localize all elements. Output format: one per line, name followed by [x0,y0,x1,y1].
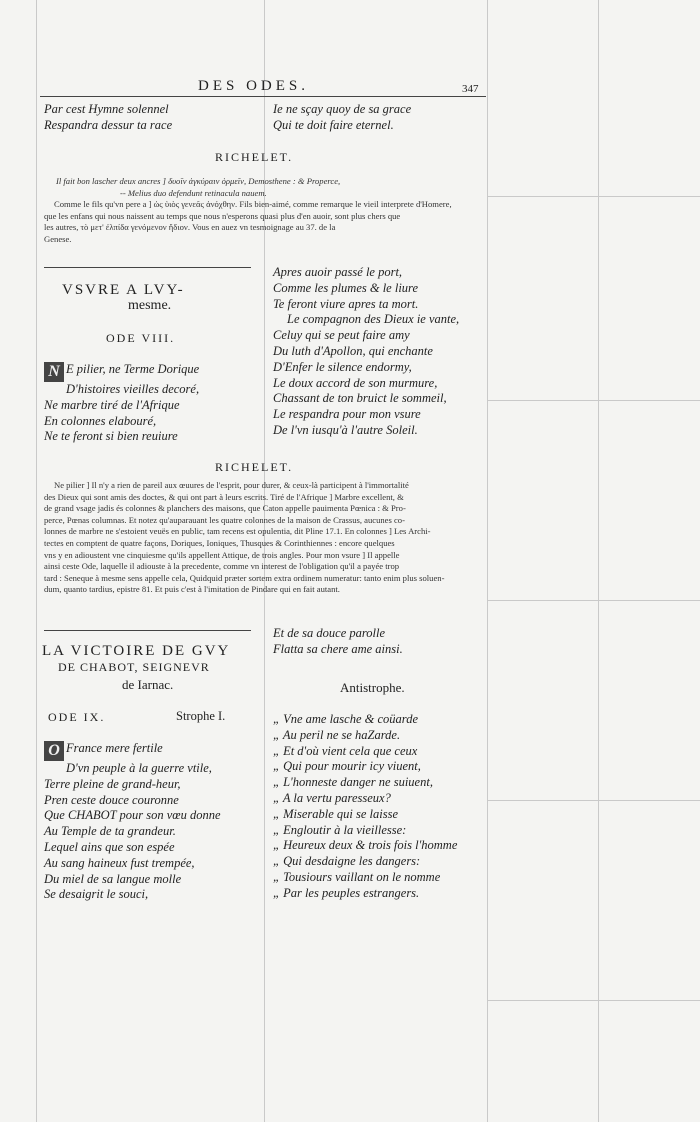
verse-line: En colonnes elabouré, [44,413,157,428]
verse-line: „ Engloutir à la vieillesse: [273,822,407,837]
grid-line [487,800,700,801]
commentary-line: lonnes de marbre ne s'estoient veuës en public, tam recens est opulentia, dit Pline 17.1. En colonnes ] Les Archi- [44,526,431,537]
section-rule [44,630,251,631]
ode-title: mesme. [128,298,172,313]
verse-line: „ Vne ame lasche & coüarde [273,712,418,726]
verse-line: Flatta sa chere ame ainsi. [273,641,403,656]
verse-line: Te feront viure apres ta mort. [273,296,419,311]
verse-line: „ Qui pour mourir icy viuent, [273,759,421,774]
verse-line: Chassant de ton bruict le sommeil, [273,391,447,406]
verse-line: Que CHABOT pour son vœu donne [44,808,221,823]
verse-line: Ne marbre tiré de l'Afrique [44,397,180,412]
verse-line: „ Miserable qui se laisse [273,806,398,821]
grid-line [598,0,599,1122]
verse-line: Le compagnon des Dieux ie vante, [287,312,460,327]
dropcap: N [44,362,64,382]
commentary-line: perce, Pœnas columnas. Et notez qu'auparauant les quatre colonnes de la maison de Crassus, aucunes co- [44,514,405,525]
grid-line [487,196,700,197]
verse-line: Terre pleine de grand-heur, [44,776,181,791]
commentary-line: -- Melius duo defendunt retinacula nauem. [120,187,267,198]
strophe-label: Strophe I. [176,709,226,723]
verse-line: Se desaigrit le souci, [44,887,149,902]
commentary-line: Genese. [44,233,72,244]
grid-line [487,0,488,1122]
verse-line: D'histoires vieilles decoré, [66,382,200,396]
verse-line: Le doux accord de son murmure, [273,375,438,390]
commentary-line: des Dieux qui sont amis des doctes, & qui ont part à leurs escrits. Tiré de l'Afrique ] Marbre excellent, & [44,491,404,502]
verse-line [44,741,221,761]
dropcap: O [44,741,64,761]
commentary-line: Il fait bon lascher deux ancres ] δυοῖν ἀγκύραιν ὁρμεῖν, Demosthene : & Properce, [56,176,341,186]
verse-line: „ Et d'où vient cela que ceux [273,743,418,758]
verse-line: Du miel de sa langue molle [44,871,182,886]
verse-line [44,362,199,382]
commentary-block [56,176,340,199]
ode9-right-intro [273,626,403,658]
commentary-heading: RICHELET. [215,150,294,164]
header-rule [40,96,486,97]
ode8-right-verse [273,265,459,439]
commentary-heading: RICHELET. [215,460,294,474]
verse-line: Comme les plumes & le liure [273,280,419,295]
section-rule [44,267,251,268]
antistrophe-label: Antistrophe. [340,680,405,695]
ode9-right-verse [273,712,457,902]
verse-line: D'vn peuple à la guerre vtile, [66,761,212,775]
grid-line [487,400,700,401]
verse-line: „ Heureux deux & trois fois l'homme [273,838,458,853]
verse-line: Lequel ains que son espée [44,839,175,854]
verse-line: Pren ceste douce couronne [44,792,179,807]
commentary-line: vns y en adioustent vne cinquiesme qu'ils appellent Attique, de trois angles. Pour mon vsure ] Il appelle [44,549,400,560]
ode9-left-verse [44,741,221,903]
verse-line: Et de sa douce parolle [273,626,386,640]
verse-line: Du luth d'Apollon, qui enchante [273,343,433,358]
ode8-left-verse [44,362,199,445]
verse-line: „ Tousiours vaillant on le nomme [273,869,441,884]
commentary-line: tectes en comptent de quatre façons, Doriques, Ioniques, Thusques & Corinthiennes : encore quelques [44,537,395,548]
grid-line [487,600,700,601]
grid-line [487,1000,700,1001]
verse-line: „ Qui desdaigne les dangers: [273,854,421,869]
verse-text: France mere fertile [66,741,163,755]
verse-line: Respandra dessur ta race [44,117,173,132]
verse-line: De l'vn iusqu'à l'autre Soleil. [273,422,418,437]
verse-line: Au Temple de ta grandeur. [44,824,176,839]
verse-line: Qui te doit faire eternel. [273,117,394,132]
ode-title: LA VICTOIRE DE GVY [42,643,231,659]
commentary-line: tard : Seneque à mesme sens appelle cela, Quidquid præter sortem extra ordinem numeratur: tanto enim plus soluen- [44,572,445,583]
commentary-line: que les enfans qui nous naissent au temps que nous n'esperons quasi plus d'en auoir, sont plus chers que [44,210,401,221]
verse-text: E pilier, ne Terme Dorique [66,362,200,376]
ode-title: VSVRE A LVY- [62,282,185,298]
ode-title: DE CHABOT, SEIGNEVR [58,660,210,674]
verse-line: Au sang haineux fust trempée, [44,855,195,870]
grid-line [36,0,37,1122]
verse-line: Ie ne sçay quoy de sa grace [273,102,412,116]
ode-label: ODE IX. [48,710,106,724]
commentary-line: ainsi ceste Ode, laquelle il adiouste à la precedente, comme vn interest de l'obligation qu'il a payée trop [44,561,400,572]
top-verse-left [44,102,172,134]
ode-label: ODE VIII. [106,331,176,345]
top-verse-right [273,102,411,134]
ode-title: de Iarnac. [122,677,174,692]
commentary-block [44,480,486,596]
verse-line: Le respandra pour mon vsure [273,407,421,422]
verse-line: Celuy qui se peut faire amy [273,328,410,343]
verse-line: „ Au peril ne se haZarde. [273,727,401,742]
commentary-line: Ne pilier ] Il n'y a rien de pareil aux œuures de l'esprit, pour durer, & ceux-là participent à l'immortalité [54,480,409,490]
page-number: 347 [462,83,479,95]
verse-line: Par cest Hymne solennel [44,102,169,116]
verse-line: „ A la vertu paresseux? [273,790,391,805]
commentary-line: les autres, τὸ μετ' ἐλπίδα γενόμενον ἥδιον. Vous en auez vn tesmoignage au 37. de la [44,222,336,233]
verse-line: Ne te feront si bien reuiure [44,429,178,444]
commentary-line: dum, quanto tardius, epistre 81. Et puis c'est à l'imitation de Pindare qui en fait autant. [44,584,340,595]
verse-line: „ L'honneste danger ne suiuent, [273,775,433,790]
commentary-line: Comme le fils qu'vn pere a ] ὡς ὑιὸς γενεᾶς ἀνόχθην. Fils bien-aimé, comme remarque le vieil interprete d'Homere, [54,199,452,209]
running-title: DES ODES. [198,78,310,94]
commentary-line: de grand vsage jadis és colonnes & planchers des maisons, que Caton appelle pauimenta Pœnica : & Pro- [44,503,406,514]
verse-line: Apres auoir passé le port, [273,265,403,279]
commentary-block [44,199,486,245]
verse-line: D'Enfer le silence endormy, [273,359,412,374]
verse-line: „ Par les peuples estrangers. [273,885,420,900]
